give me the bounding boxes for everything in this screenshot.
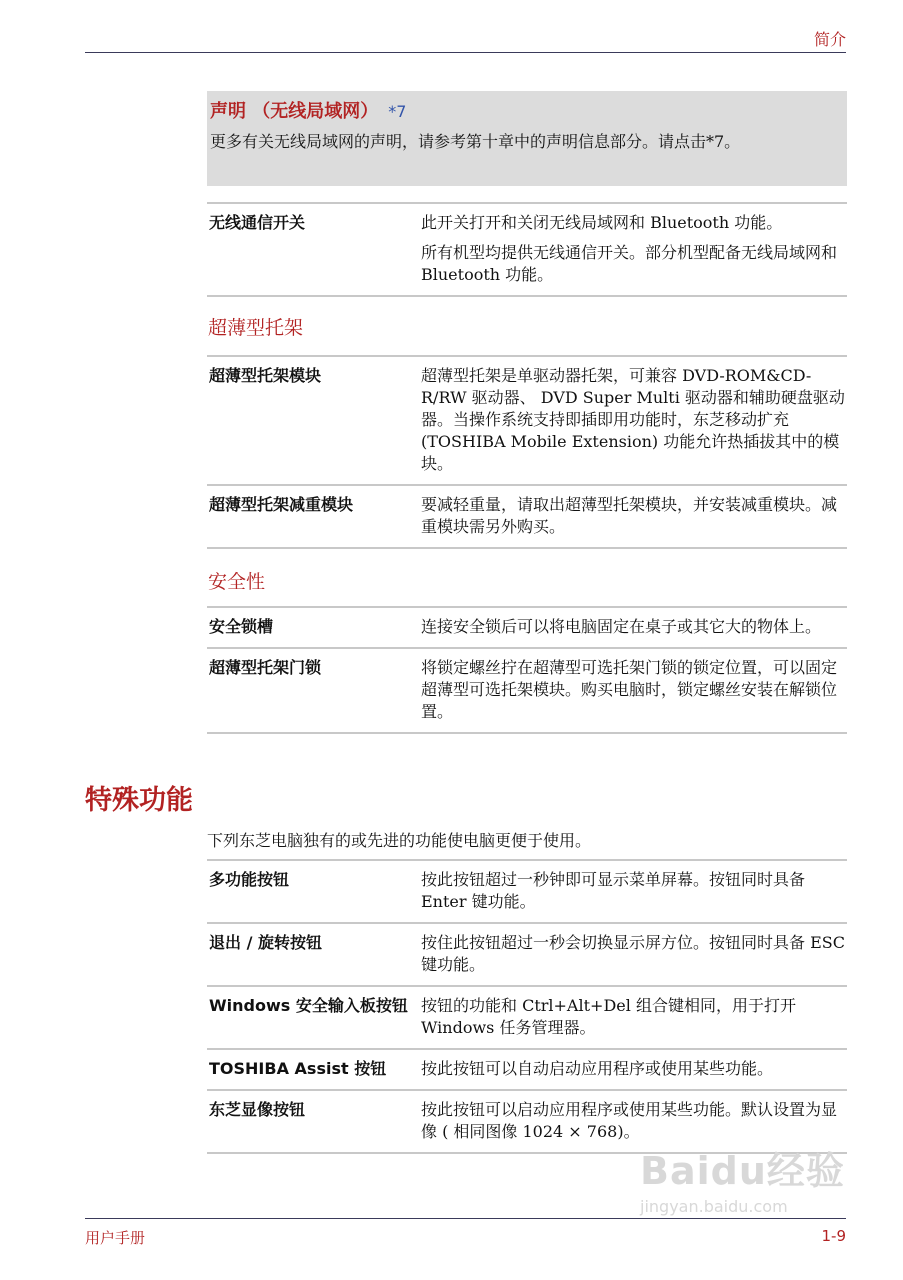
table-row bbox=[207, 355, 847, 486]
row-desc bbox=[421, 616, 847, 638]
footer-page-number: 1-9 bbox=[821, 1227, 846, 1245]
row-term: 东芝显像按钮 bbox=[209, 1100, 306, 1119]
watermark-url: jingyan.baidu.com bbox=[640, 1197, 788, 1216]
watermark-logo: Baidu经验 bbox=[640, 1149, 845, 1193]
header-rule bbox=[85, 52, 846, 53]
table-row bbox=[207, 987, 847, 1050]
table-row bbox=[207, 202, 847, 297]
row-desc bbox=[421, 212, 847, 286]
baidu-watermark bbox=[640, 1140, 850, 1240]
notice-ref-link[interactable]: *7 bbox=[388, 102, 407, 121]
table-row bbox=[207, 1050, 847, 1091]
table-row bbox=[207, 486, 847, 549]
table-row bbox=[207, 859, 847, 924]
row-term: 无线通信开关 bbox=[209, 213, 306, 232]
wireless-table bbox=[207, 202, 847, 297]
desc-paragraph: 此开关打开和关闭无线局域网和 Bluetooth 功能。 bbox=[421, 213, 783, 232]
row-term: 超薄型托架门锁 bbox=[209, 658, 322, 677]
security-table bbox=[207, 606, 847, 734]
features-table bbox=[207, 859, 847, 1154]
row-term: TOSHIBA Assist 按钮 bbox=[209, 1059, 387, 1078]
slim-bay-heading: 超薄型托架 bbox=[208, 317, 304, 339]
row-desc bbox=[421, 1099, 847, 1143]
desc-paragraph: 按钮的功能和 Ctrl+Alt+Del 组合键相同，用于打开 Windows 任务管理器。 bbox=[421, 996, 796, 1037]
row-desc bbox=[421, 995, 847, 1039]
features-heading: 特殊功能 bbox=[85, 785, 193, 816]
desc-paragraph: 所有机型均提供无线通信开关。部分机型配备无线局域网和 Bluetooth 功能。 bbox=[421, 243, 838, 284]
row-term: 超薄型托架模块 bbox=[209, 366, 322, 385]
table-row bbox=[207, 924, 847, 987]
row-term: Windows 安全输入板按钮 bbox=[209, 996, 408, 1015]
desc-paragraph: 按住此按钮超过一秒会切换显示屏方位。按钮同时具备 ESC 键功能。 bbox=[421, 933, 845, 974]
page-header-title: 简介 bbox=[813, 30, 846, 49]
row-desc bbox=[421, 494, 847, 538]
notice-title: 声明 （无线局域网） bbox=[210, 101, 379, 122]
row-desc bbox=[421, 1058, 847, 1080]
notice-heading bbox=[210, 97, 844, 123]
desc-paragraph: 按此按钮可以自动启动应用程序或使用某些功能。 bbox=[421, 1059, 774, 1078]
row-term: 多功能按钮 bbox=[209, 870, 290, 889]
desc-paragraph: 超薄型托架是单驱动器托架，可兼容 DVD-ROM&CD-R/RW 驱动器、 DVD Super Multi 驱动器和辅助硬盘驱动器。当操作系统支持即插即用功能时，东芝移动扩充 (TOSHIBA Mobile Extension) 功能允许热插拔其中的模块。 bbox=[421, 366, 845, 473]
row-desc bbox=[421, 365, 847, 475]
row-term: 超薄型托架减重模块 bbox=[209, 495, 354, 514]
footer-rule bbox=[85, 1218, 846, 1219]
table-row bbox=[207, 649, 847, 734]
notice-text: 更多有关无线局域网的声明，请参考第十章中的声明信息部分。请点击*7。 bbox=[210, 132, 741, 151]
row-term: 安全锁槽 bbox=[209, 617, 274, 636]
desc-paragraph: 连接安全锁后可以将电脑固定在桌子或其它大的物体上。 bbox=[421, 617, 822, 636]
notice-box bbox=[207, 91, 847, 186]
footer-manual-title: 用户手册 bbox=[85, 1229, 146, 1247]
desc-paragraph: 按此按钮超过一秒钟即可显示菜单屏幕。按钮同时具备 Enter 键功能。 bbox=[421, 870, 806, 911]
desc-paragraph: 将锁定螺丝拧在超薄型可选托架门锁的锁定位置，可以固定超薄型可选托架模块。购买电脑时，锁定螺丝安装在解锁位置。 bbox=[421, 658, 838, 721]
row-desc bbox=[421, 869, 847, 913]
slim-bay-table bbox=[207, 355, 847, 549]
desc-paragraph: 要减轻重量，请取出超薄型托架模块，并安装减重模块。减重模块需另外购买。 bbox=[421, 495, 838, 536]
security-heading: 安全性 bbox=[208, 571, 266, 593]
features-intro: 下列东芝电脑独有的或先进的功能使电脑更便于使用。 bbox=[207, 831, 592, 850]
row-desc bbox=[421, 932, 847, 976]
row-desc bbox=[421, 657, 847, 723]
table-row bbox=[207, 606, 847, 649]
row-term: 退出 / 旋转按钮 bbox=[209, 933, 322, 952]
desc-paragraph: 按此按钮可以启动应用程序或使用某些功能。默认设置为显像 ( 相同图像 1024 × 768)。 bbox=[421, 1100, 838, 1141]
